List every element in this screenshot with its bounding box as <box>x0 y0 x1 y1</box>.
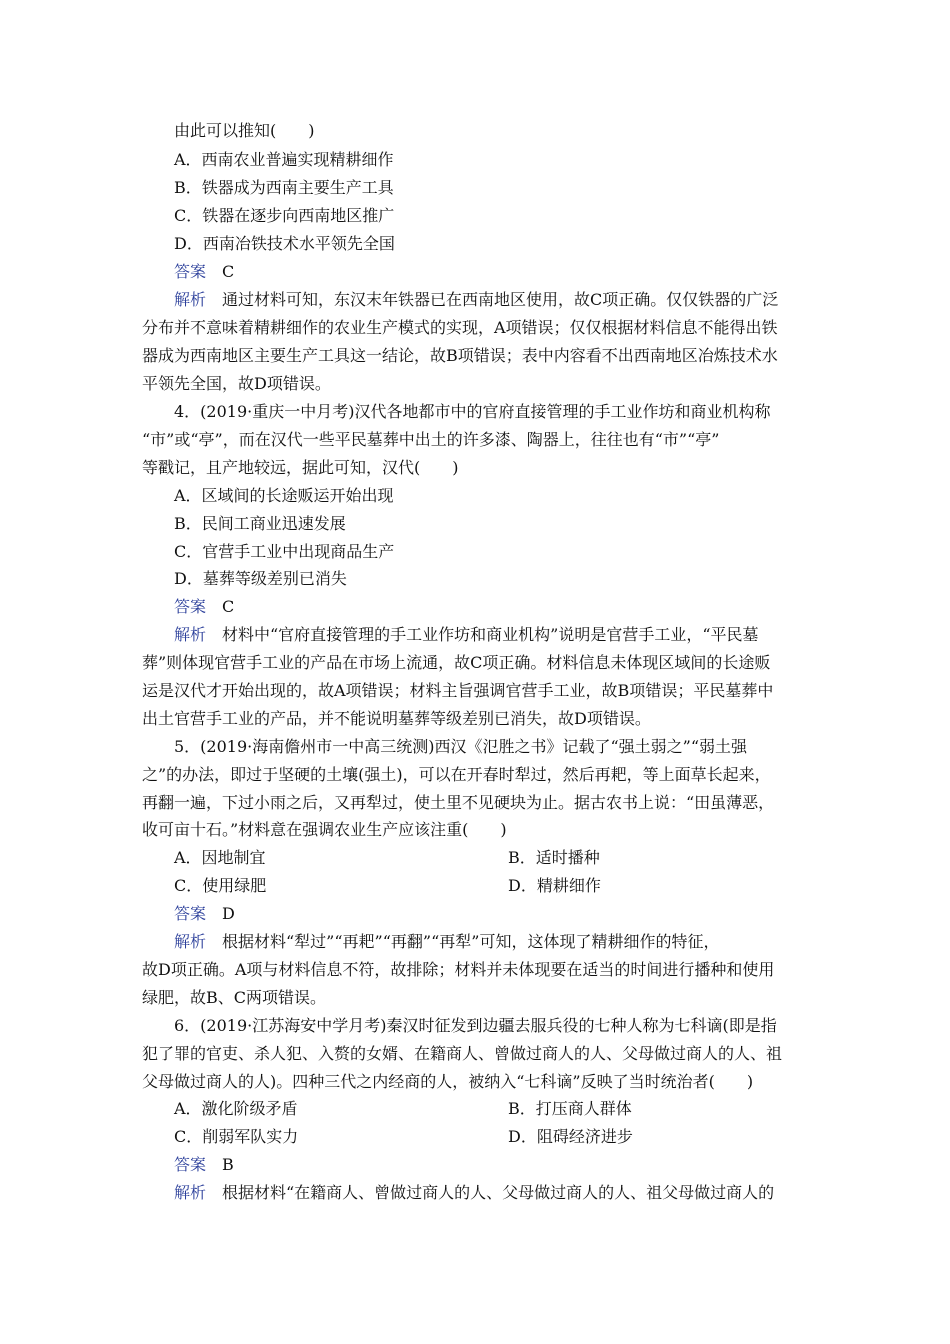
q5-analysis-line-2: 故D项正确。A项与材料信息不符，故排除；材料并未体现要在适当的时间进行播种和使用 <box>142 960 775 979</box>
analysis-text: 根据材料“在籍商人、曾做过商人的人、父母做过商人的人、祖父母做过商人的 <box>222 1183 775 1202</box>
q3-analysis-line-1 <box>174 290 778 310</box>
analysis-label: 解析 <box>174 290 207 309</box>
answer-value: C <box>222 262 235 281</box>
q6-option-b: B．打压商人群体 <box>508 1099 632 1118</box>
analysis-label: 解析 <box>174 1183 207 1202</box>
q6-option-d: D．阻碍经济进步 <box>508 1127 633 1146</box>
q5-option-c: C．使用绿肥 <box>174 876 267 895</box>
q6-stem-line-3: 父母做过商人的人)。四种三代之内经商的人，被纳入“七科谪”反映了当时统治者( ) <box>142 1072 754 1091</box>
analysis-text: 材料中“官府直接管理的手工业作坊和商业机构”说明是官营手工业，“平民墓 <box>222 625 759 644</box>
q6-analysis-line-1 <box>174 1183 774 1203</box>
q6-stem-line-1: 6．(2019·江苏海安中学月考)秦汉时征发到边疆去服兵役的七种人称为七科谪(即是指 <box>174 1016 777 1035</box>
answer-label: 答案 <box>174 1155 207 1174</box>
analysis-label: 解析 <box>174 932 207 951</box>
q3-answer <box>174 262 234 282</box>
q4-analysis-line-4: 出土官营手工业的产品，并不能说明墓葬等级差别已消失，故D项错误。 <box>142 709 651 728</box>
q6-option-c: C．削弱军队实力 <box>174 1127 299 1146</box>
q4-option-c: C．官营手工业中出现商品生产 <box>174 542 395 561</box>
analysis-text: 根据材料“犁过”“再耙”“再翻”“再犁”可知，这体现了精耕细作的特征， <box>222 932 720 951</box>
q4-analysis-line-3: 运是汉代才开始出现的，故A项错误；材料主旨强调官营手工业，故B项错误；平民墓葬中 <box>142 681 774 700</box>
q5-option-b: B．适时播种 <box>508 848 600 867</box>
q5-option-a: A．因地制宜 <box>174 848 266 867</box>
q6-option-a: A．激化阶级矛盾 <box>174 1099 298 1118</box>
q3-analysis-line-2: 分布并不意味着精耕细作的农业生产模式的实现，A项错误；仅仅根据材料信息不能得出铁 <box>142 318 778 337</box>
answer-label: 答案 <box>174 262 207 281</box>
q4-stem-line-1: 4．(2019·重庆一中月考)汉代各地都市中的官府直接管理的手工业作坊和商业机构称 <box>174 402 771 421</box>
analysis-label: 解析 <box>174 625 207 644</box>
answer-value: B <box>222 1155 234 1174</box>
q4-option-b: B．民间工商业迅速发展 <box>174 514 346 533</box>
q3-analysis-line-3: 器成为西南地区主要生产工具这一结论，故B项错误；表中内容看不出西南地区冶炼技术水 <box>142 346 778 365</box>
q4-option-a: A．区域间的长途贩运开始出现 <box>174 486 394 505</box>
q5-stem-line-4: 收可亩十石。”材料意在强调农业生产应该注重( ) <box>142 820 507 839</box>
q3-option-b: B．铁器成为西南主要生产工具 <box>174 178 394 197</box>
q3-option-c: C．铁器在逐步向西南地区推广 <box>174 206 395 225</box>
q3-stem-end: 由此可以推知( ) <box>174 121 315 140</box>
answer-label: 答案 <box>174 904 207 923</box>
q5-analysis-line-1 <box>174 932 719 952</box>
q4-answer <box>174 597 234 617</box>
q4-stem-line-2: “市”或“亭”，而在汉代一些平民墓葬中出土的许多漆、陶器上，往往也有“市”“亭” <box>142 430 720 449</box>
q3-option-a: A．西南农业普遍实现精耕细作 <box>174 150 394 169</box>
q4-option-d: D．墓葬等级差别已消失 <box>174 569 347 588</box>
q4-stem-line-3: 等戳记，且产地较远，据此可知，汉代( ) <box>142 458 459 477</box>
q6-answer <box>174 1155 234 1175</box>
q5-answer <box>174 904 235 924</box>
answer-label: 答案 <box>174 597 207 616</box>
q4-analysis-line-1 <box>174 625 759 645</box>
q4-analysis-line-2: 葬”则体现官营手工业的产品在市场上流通，故C项正确。材料信息未体现区域间的长途贩 <box>142 653 771 672</box>
q5-stem-line-2: 之”的办法，即过于坚硬的土壤(强土)，可以在开春时犁过，然后再耙，等上面草长起来， <box>142 765 771 784</box>
q5-stem-line-1: 5．(2019·海南儋州市一中高三统测)西汉《氾胜之书》记载了“强土弱之”“弱土强 <box>174 737 748 756</box>
q3-option-d: D．西南冶铁技术水平领先全国 <box>174 234 395 253</box>
q5-option-d: D．精耕细作 <box>508 876 601 895</box>
q5-stem-line-3: 再翻一遍，下过小雨之后，又再犁过，使土里不见硬块为止。据古农书上说：“田虽薄恶， <box>142 793 775 812</box>
analysis-text: 通过材料可知，东汉末年铁器已在西南地区使用，故C项正确。仅仅铁器的广泛 <box>222 290 779 309</box>
q6-stem-line-2: 犯了罪的官吏、杀人犯、入赘的女婿、在籍商人、曾做过商人的人、父母做过商人的人、祖 <box>142 1044 783 1063</box>
q5-analysis-line-3: 绿肥，故B、C两项错误。 <box>142 988 327 1007</box>
answer-value: D <box>222 904 235 923</box>
q3-analysis-line-4: 平领先全国，故D项错误。 <box>142 374 331 393</box>
answer-value: C <box>222 597 235 616</box>
